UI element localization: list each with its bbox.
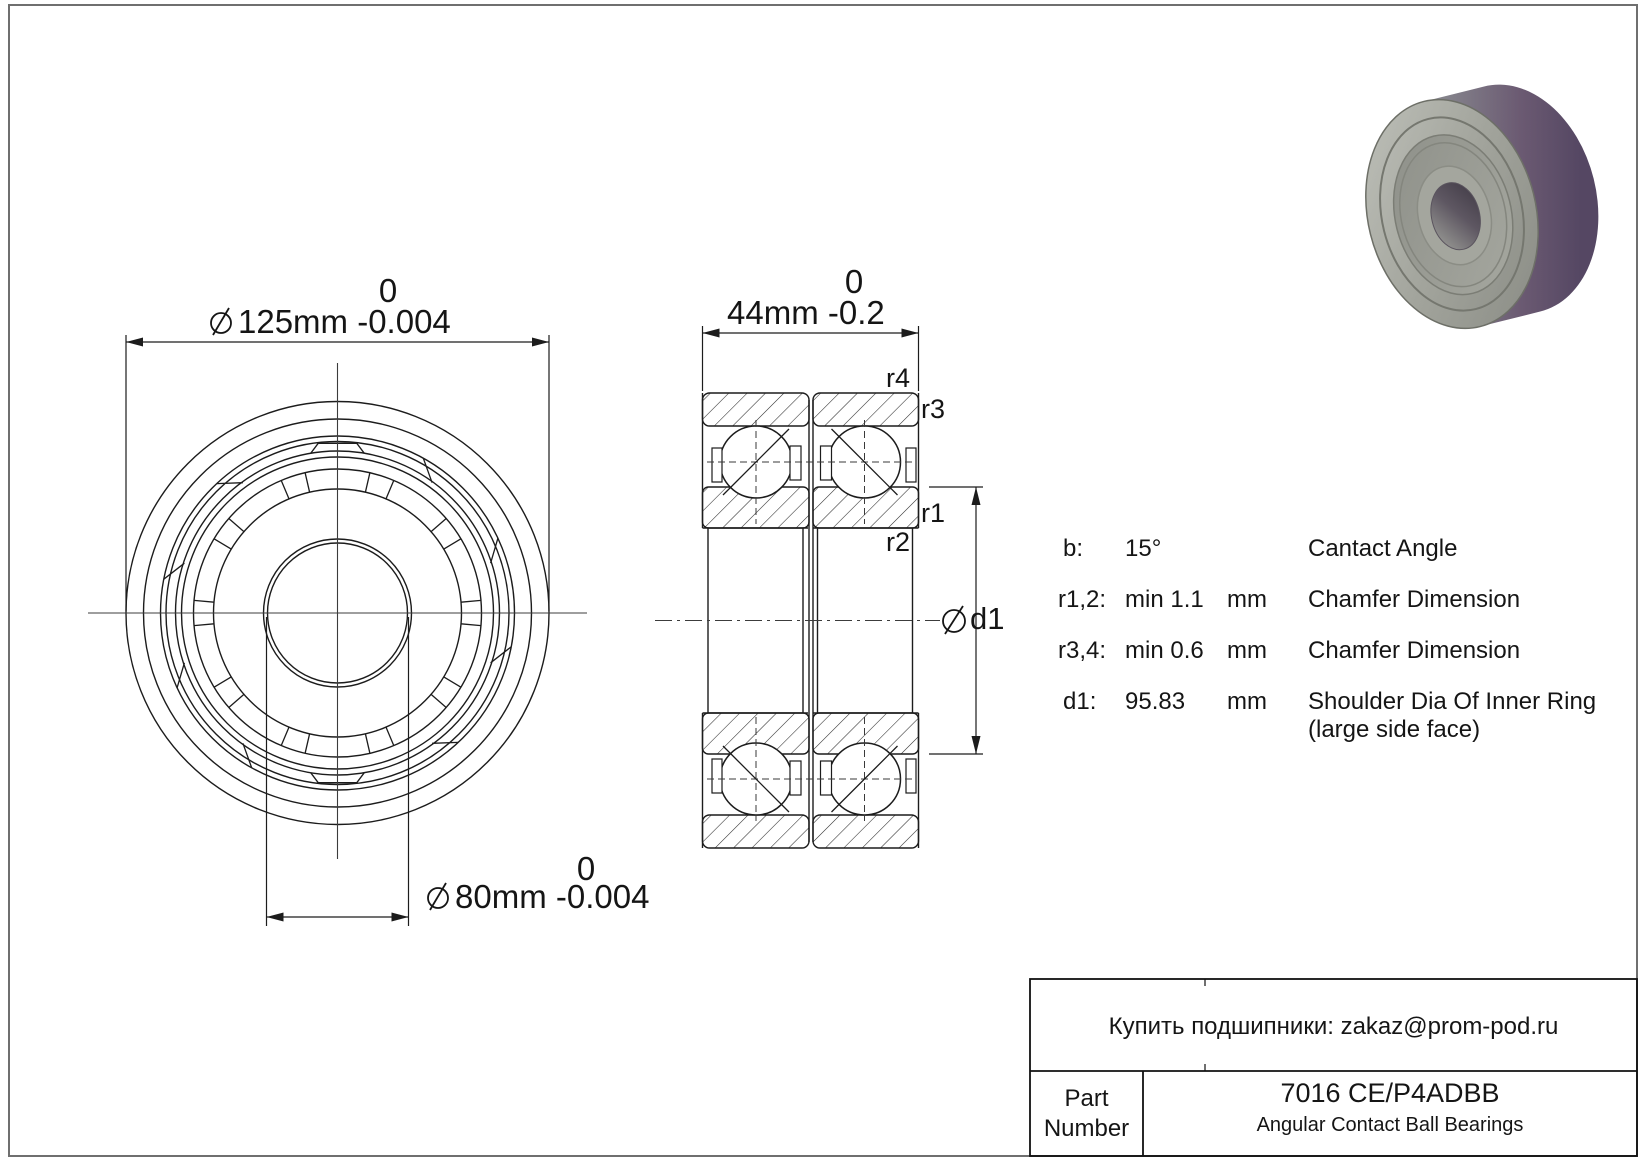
spec-desc: Chamfer Dimension bbox=[1308, 637, 1521, 664]
bore-diameter-tolerance-upper: 0 bbox=[576, 850, 596, 887]
spec-value: 95.83 bbox=[1125, 688, 1186, 715]
width-dimension-tolerance-upper: 0 bbox=[844, 263, 864, 300]
shoulder-diameter-label bbox=[941, 601, 1004, 637]
spec-value: min 1.1 bbox=[1125, 586, 1204, 613]
label-r1: r1 bbox=[921, 498, 946, 528]
spec-desc-line2: (large side face) bbox=[1308, 716, 1481, 743]
outer-diameter-tolerance-upper: 0 bbox=[378, 272, 398, 309]
spec-value: min 0.6 bbox=[1125, 637, 1204, 664]
outer-diameter-value: 125mm -0.004 bbox=[238, 303, 451, 340]
label-r4: r4 bbox=[886, 363, 911, 393]
label-r2: r2 bbox=[886, 527, 911, 557]
spec-name: r3,4: bbox=[1058, 637, 1107, 664]
spec-unit: mm bbox=[1227, 586, 1267, 613]
diameter-icon bbox=[425, 878, 451, 912]
diameter-icon bbox=[208, 303, 234, 337]
bore-diameter-dimension-text bbox=[425, 878, 649, 916]
shoulder-diameter-text: d1 bbox=[970, 601, 1005, 636]
spec-name: b: bbox=[1063, 535, 1084, 562]
diameter-icon bbox=[941, 602, 967, 636]
front-view-centerlines bbox=[88, 363, 587, 859]
outer-diameter-dimension-text bbox=[208, 303, 451, 341]
spec-desc: Chamfer Dimension bbox=[1308, 586, 1521, 613]
spec-desc: Cantact Angle bbox=[1308, 535, 1458, 562]
label-r3: r3 bbox=[921, 394, 946, 424]
bore-diameter-value: 80mm -0.004 bbox=[455, 878, 650, 915]
part-number-value: 7016 CE/P4ADBB bbox=[1280, 1078, 1500, 1108]
bearing-category: Angular Contact Ball Bearings bbox=[1256, 1114, 1524, 1136]
spec-desc: Shoulder Dia Of Inner Ring bbox=[1308, 688, 1597, 715]
bearing-3d-image bbox=[1342, 66, 1621, 347]
spec-unit: mm bbox=[1227, 637, 1267, 664]
spec-unit: mm bbox=[1227, 688, 1267, 715]
part-number-label: Part Number bbox=[1043, 1085, 1130, 1142]
spec-value: 15° bbox=[1125, 535, 1162, 562]
spec-name: d1: bbox=[1063, 688, 1097, 715]
width-dimension-text: 44mm -0.2 bbox=[727, 294, 885, 331]
contact-line: Купить подшипники: zakaz@prom-pod.ru bbox=[1108, 1013, 1559, 1040]
spec-name: r1,2: bbox=[1058, 586, 1107, 613]
front-view bbox=[88, 335, 587, 926]
